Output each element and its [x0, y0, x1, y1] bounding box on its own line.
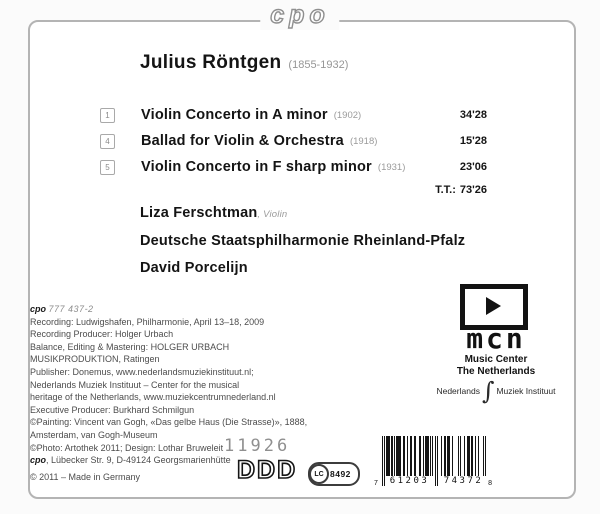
- track-row: [100, 106, 487, 124]
- lc-label-code-badge: [308, 462, 360, 486]
- ddd-recording-logo: DDD: [237, 456, 298, 484]
- total-time-label: T.T.:: [435, 184, 456, 196]
- credit-line: MUSIKPRODUKTION, Ratingen: [30, 354, 160, 365]
- play-icon: [486, 297, 501, 315]
- matrix-stamp-number: 11926: [224, 436, 291, 456]
- credit-line: Recording Producer: Holger Urbach: [30, 329, 174, 340]
- performer-role: , Violin: [257, 209, 288, 220]
- track-year: (1902): [333, 109, 362, 121]
- composer-name: Julius Röntgen: [140, 52, 282, 73]
- label-address-rest: , Lübecker Str. 9, D-49124 Georgsmarienhütte: [46, 455, 231, 466]
- credit-line: Publisher: Donemus, www.nederlandsmuziekinstituut.nl;: [30, 366, 254, 377]
- track-year: (1931): [377, 161, 406, 173]
- credit-line: heritage of the Netherlands, www.muziekcentrumnederland.nl: [30, 392, 276, 403]
- performer-name: Deutsche Staatsphilharmonie Rheinland-Pfalz: [140, 233, 466, 249]
- credit-line: Executive Producer: Burkhard Schmilgun: [30, 404, 195, 415]
- credit-line: Recording: Ludwigshafen, Philharmonie, April 13–18, 2009: [30, 316, 265, 327]
- composer-title: [140, 52, 348, 74]
- performer-orchestra: [140, 233, 465, 249]
- composer-years: (1855-1932): [288, 59, 349, 71]
- nmi-text-right: Muziek Instituut: [496, 386, 556, 396]
- catalog-label-prefix: cpo: [30, 304, 47, 314]
- track-title: Ballad for Violin & Orchestra: [141, 133, 344, 149]
- track-title: Violin Concerto in A minor: [141, 107, 328, 123]
- track-duration: 34'28: [459, 109, 487, 121]
- track-duration: 23'06: [459, 161, 487, 173]
- performer-conductor: [140, 260, 248, 276]
- credit-line: ©Photo: Artothek 2011; Design: Lothar Bruweleit: [30, 442, 224, 453]
- credit-line: Amsterdam, van Gogh-Museum: [30, 429, 158, 440]
- track-number-box: 4: [100, 134, 115, 149]
- upc-barcode: [374, 436, 492, 492]
- track-year: (1918): [349, 135, 378, 147]
- label-address-prefix: cpo: [30, 455, 47, 466]
- credit-line: ©Painting: Vincent van Gogh, «Das gelbe Haus (Die Strasse)», 1888,: [30, 417, 308, 428]
- performer-name: Liza Ferschtman: [140, 205, 258, 221]
- mcn-caption-line2: The Netherlands: [456, 366, 536, 377]
- cpo-label-logo: cpo: [260, 1, 339, 30]
- lc-number: 8492: [330, 469, 351, 479]
- nmi-text-left: Nederlands: [436, 386, 480, 396]
- nederlands-muziek-instituut-logo: [396, 377, 596, 405]
- track-row: [100, 158, 487, 176]
- barcode-digit-group2: 74372: [440, 476, 487, 486]
- performer-name: David Porcelijn: [140, 260, 248, 276]
- total-time: [435, 184, 487, 196]
- performer-soloist: [140, 205, 287, 221]
- barcode-right-digit: 8: [488, 480, 492, 487]
- track-number-box: 1: [100, 108, 115, 123]
- catalog-number-line: [30, 303, 360, 316]
- lc-label: LC: [309, 464, 329, 484]
- credit-line: Nederlands Muziek Instituut – Center for the musical: [30, 379, 240, 390]
- track-row: [100, 132, 487, 150]
- mcn-logo-text: mcn: [466, 322, 526, 355]
- catalog-number: 777 437-2: [48, 304, 94, 314]
- credit-line: Balance, Editing & Mastering: HOLGER URBACH: [30, 341, 230, 352]
- total-time-value: 73'26: [459, 184, 487, 196]
- mcn-caption-line1: Music Center: [464, 354, 528, 365]
- track-duration: 15'28: [459, 135, 487, 147]
- track-number-box: 5: [100, 160, 115, 175]
- nmi-squiggle-icon: ∫: [481, 377, 495, 405]
- copyright-line: © 2011 – Made in Germany: [30, 472, 141, 482]
- track-title: Violin Concerto in F sharp minor: [141, 159, 372, 175]
- barcode-left-digit: 7: [374, 480, 378, 487]
- credits-block: [30, 303, 360, 467]
- barcode-digit-group1: 61203: [386, 476, 433, 486]
